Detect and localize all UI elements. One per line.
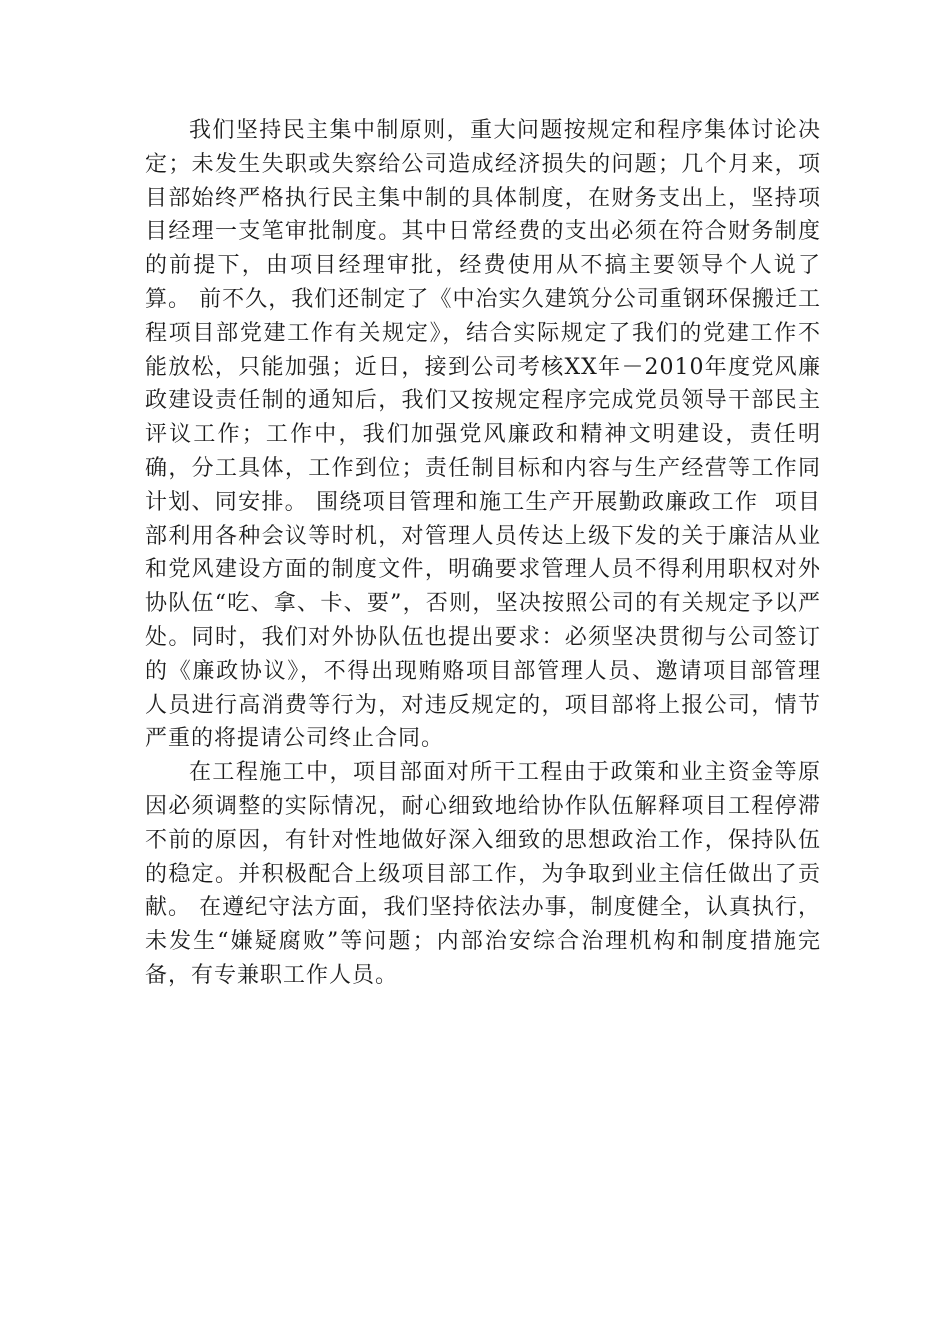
paragraph-2: 在工程施工中，项目部面对所干工程由于政策和业主资金等原因必须调整的实际情况，耐心细致地给协作队伍解释项目工程停滞不前的原因，有针对性地做好深入细致的思想政治工作，保持队伍的稳定。并积极配合上级项目部工作，为争取到业主信任做出了贡献。 在遵纪守法方面，我们坚持依法办事，制度健全，认真执行，未发生“嫌疑腐败”等问题；内部治安综合治理机构和制度措施完备，有专兼职工作人员。: [145, 760, 821, 988]
document-body: [145, 114, 821, 993]
paragraph-1: 我们坚持民主集中制原则，重大问题按规定和程序集体讨论决定；未发生失职或失察给公司造成经济损失的问题；几个月来，项目部始终严格执行民主集中制的具体制度，在财务支出上，坚持项目经理一支笔审批制度。其中日常经费的支出必须在符合财务制度的前提下，由项目经理审批，经费使用从不搞主要领导个人说了算。 前不久，我们还制定了《中冶实久建筑分公司重钢环保搬迁工程项目部党建工作有关规定》，结合实际规定了我们的党建工作不能放松，只能加强；近日，接到公司考核XX年－2010年度党风廉政建设责任制的通知后，我们又按规定程序完成党员领导干部民主评议工作；工作中，我们加强党风廉政和精神文明建设，责任明确，分工具体，工作到位；责任制目标和内容与生产经营等工作同计划、同安排。 围绕项目管理和施工生产开展勤政廉政工作 项目部利用各种会议等时机，对管理人员传达上级下发的关于廉洁从业和党风建设方面的制度文件，明确要求管理人员不得利用职权对外协队伍“吃、拿、卡、要”，否则，坚决按照公司的有关规定予以严处。同时，我们对外协队伍也提出要求：必须坚决贯彻与公司签订的《廉政协议》，不得出现贿赂项目部管理人员、邀请项目部管理人员进行高消费等行为，对违反规定的，项目部将上报公司，情节严重的将提请公司终止合同。: [145, 118, 821, 752]
